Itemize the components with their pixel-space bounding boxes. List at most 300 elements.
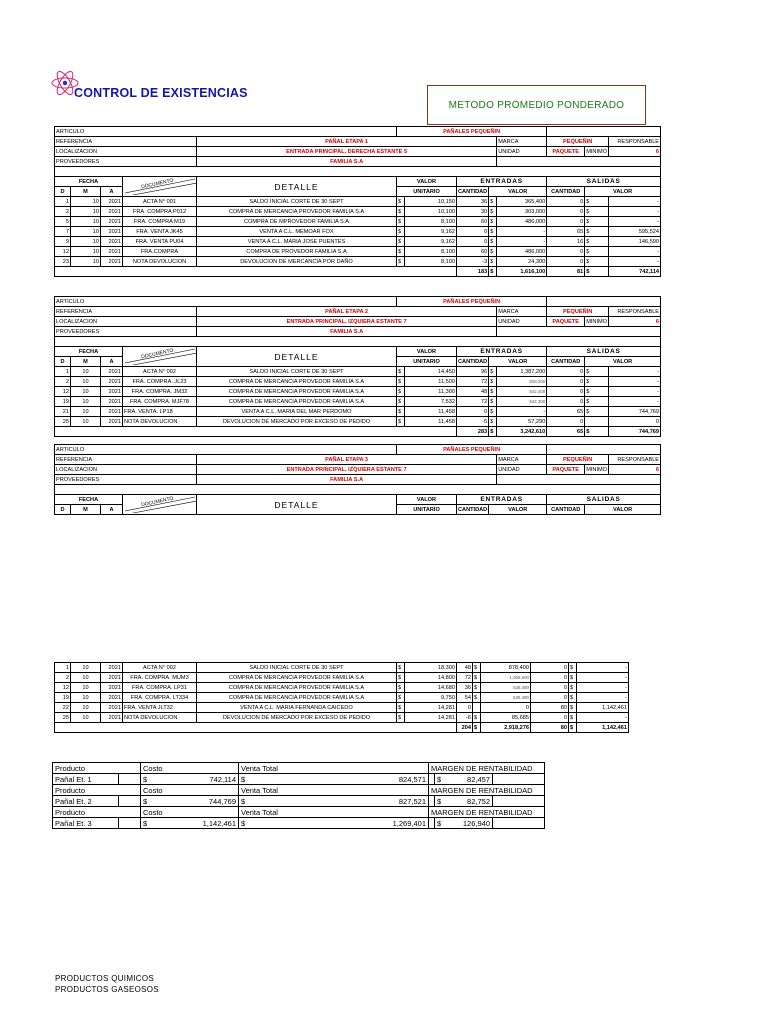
salidas-cantidad: 0 [547,257,585,267]
detalle: VENTA A C.L. MARIA JOSE PUENTES [197,237,397,247]
documento: FRA. COMPRA. LP31 [123,683,197,693]
salidas-dollar: $ [585,367,609,377]
salidas-valor-label: VALOR [585,187,661,197]
dollar-sign: $ [437,774,442,784]
table-row [55,673,629,683]
total-salidas-valor: 744,769 [609,427,661,437]
month: 10 [71,713,101,723]
table-row [55,217,661,227]
entradas-valor: 0 [481,703,531,713]
summary-venta-header: Venta Total [239,807,429,818]
day: 2 [55,673,71,683]
total-entradas-cantidad: 183 [457,267,489,277]
entradas-cantidad: 60 [457,247,489,257]
entradas-dollar: $ [473,693,481,703]
marca-value: PEQUEÑIN [547,455,609,465]
m-label: M [71,187,101,197]
salidas-valor: - [609,367,661,377]
footer-line-2: PRODUCTOS GASEOSOS [55,985,159,994]
summary-venta [239,818,429,829]
valor-dollar: $ [397,417,405,427]
table-row [55,207,661,217]
table-row [55,703,629,713]
month: 10 [71,207,101,217]
blank-cell [55,167,661,177]
year: 2021 [101,683,123,693]
salidas-valor-label: VALOR [585,505,661,515]
table-row [55,387,661,397]
inventory-table-etapa-1 [54,126,661,277]
entradas-cantidad: 0 [457,407,489,417]
entradas-dollar: $ [473,673,481,683]
year: 2021 [101,197,123,207]
documento: FRA. COMPRA P012 [123,207,197,217]
localizacion-value: ENTRADA PRINCIPAL, IZQUIERA ESTANTE 7 [197,317,497,327]
year: 2021 [101,407,123,417]
salidas-dollar: $ [569,663,577,673]
table-row [55,417,661,427]
total-entradas-dollar: $ [473,723,481,733]
month: 10 [71,377,101,387]
summary-venta [239,796,429,807]
valor-unitario: 18,300 [405,663,457,673]
valor-unitario: 11,458 [405,417,457,427]
salidas-dollar: $ [585,397,609,407]
entradas-valor: 303,000 [497,207,547,217]
unidad-label: UNIDAD [497,147,547,157]
proveedores-label: PROVEEDORES [55,327,197,337]
referencia-label: REFERENCIA [55,455,197,465]
valor-label: VALOR [397,177,457,187]
entradas-cantidad: 36 [457,197,489,207]
salidas-valor: 146,590 [609,237,661,247]
responsable-label: RESPONSABLE [609,137,661,147]
fecha-label: FECHA [55,495,123,505]
marca-value: PEQUEÑIN [547,307,609,317]
valor-dollar: $ [397,683,405,693]
salidas-valor: - [609,207,661,217]
entradas-valor-label: VALOR [489,505,547,515]
summary-margen-header: MARGEN DE RENTABILIDAD [429,785,545,796]
entradas-valor: 1,065,600 [481,673,531,683]
total-salidas-dollar: $ [569,723,577,733]
year: 2021 [101,207,123,217]
fecha-label: FECHA [55,347,123,357]
salidas-valor: - [577,713,629,723]
valor-dollar: $ [397,257,405,267]
summary-product-name: Pañal Et. 2 [53,796,119,807]
salidas-valor: - [609,217,661,227]
documento-header [123,495,197,515]
valor-unitario: 8,100 [405,257,457,267]
entradas-cantidad: 48 [457,663,473,673]
dollar-sign: $ [143,774,148,784]
entradas-valor: 542,300 [497,397,547,407]
unidad-value: PAQUETE [547,465,585,475]
inventory-rows-etapa-3 [54,662,629,733]
detalle: COMPRA DE MERCANCIA PROVEDOR FAMILIA S.A [197,387,397,397]
valor-label: VALOR [397,347,457,357]
dollar-sign: $ [241,774,246,784]
detalle: SALDO INICIAL CORTE DE 30 SEPT [197,367,397,377]
day: 1 [55,197,71,207]
summary-costo-header: Costo [141,763,239,774]
documento-label: DOCUMENTO [140,177,174,191]
total-salidas-cantidad: 65 [547,427,585,437]
day: 19 [55,397,71,407]
valor-dollar: $ [397,197,405,207]
localizacion-label: LOCALIZACION [55,465,197,475]
salidas-valor: 0 [609,417,661,427]
referencia-value: PAÑAL ETAPA 2 [197,307,497,317]
a-label: A [101,187,123,197]
total-salidas-dollar: $ [585,267,609,277]
year: 2021 [101,237,123,247]
documento-label: DOCUMENTO [140,495,174,509]
total-entradas-valor: 3,242,610 [497,427,547,437]
table-row [55,713,629,723]
detalle: COMPRA DE MERCANCIA PROVEDOR FAMILIA S.A [197,377,397,387]
valor-dollar: $ [397,247,405,257]
d-label: D [55,505,71,515]
summary-costo [141,796,239,807]
salidas-cantidad: 0 [531,673,569,683]
detalle-label: DETALLE [197,177,397,197]
detalle: COMPRA DE MPROVEDOR FAMILIA S.A [197,217,397,227]
salidas-label: SALIDAS [547,177,661,187]
valor-dollar: $ [397,207,405,217]
entradas-cantidad: 36 [457,683,473,693]
minimo-label: MINIMO [586,318,608,325]
summary-margen-value: 82,752 [467,796,490,806]
valor-dollar: $ [397,367,405,377]
detalle: DEVOLUCION DE MERCADO POR EXCESO DE PEDIDO [197,417,397,427]
a-label: A [101,357,123,367]
valor-dollar: $ [397,217,405,227]
entradas-dollar: $ [473,683,481,693]
table-row [55,663,629,673]
day: 1 [55,367,71,377]
unitario-label: UNITARIO [397,357,457,367]
blank-cell [547,127,661,137]
blank-cell [119,796,141,807]
documento: ACTA N° 002 [123,663,197,673]
documento: FRA. COMPRA. MUM3 [123,673,197,683]
a-label: A [101,505,123,515]
year: 2021 [101,713,123,723]
detalle: COMPRA DE MERCANCIA PROVEDOR FAMILIA S.A [197,683,397,693]
entradas-dollar: $ [489,387,497,397]
dollar-sign: $ [241,796,246,806]
table-row [55,247,661,257]
entradas-dollar: $ [489,197,497,207]
summary-venta-value: 827,521 [398,796,426,806]
documento: NOTA DEVOLUCION [123,257,197,267]
entradas-dollar [473,703,481,713]
valor-unitario: 14,800 [405,673,457,683]
valor-unitario: 14,450 [405,367,457,377]
year: 2021 [101,703,123,713]
table-row [55,257,661,267]
total-entradas-dollar: $ [489,267,497,277]
proveedores-value: FAMILIA S.A [197,327,497,337]
salidas-label: SALIDAS [547,347,661,357]
entradas-valor: 85,685 [481,713,531,723]
blank-cell [55,485,661,495]
year: 2021 [101,257,123,267]
day: 12 [55,247,71,257]
salidas-dollar: $ [569,713,577,723]
entradas-cantidad-label: CANTIDAD [458,506,488,513]
table-row [55,397,661,407]
summary-costo [141,774,239,785]
blank-cell [497,475,661,485]
salidas-dollar: $ [585,197,609,207]
minimo-value: 6 [609,147,661,157]
salidas-cantidad: 0 [547,397,585,407]
valor-unitario: 11,500 [405,377,457,387]
minimo-label: MINIMO [586,466,608,473]
total-entradas-valor: 2,918,276 [481,723,531,733]
entradas-cantidad: 72 [457,673,473,683]
summary-costo-value: 1,142,461 [202,818,236,828]
valor-dollar: $ [397,397,405,407]
salidas-cantidad-label: CANTIDAD [547,357,585,367]
minimo-label: MINIMO [586,148,608,155]
salidas-cantidad: 0 [547,377,585,387]
valor-unitario: 14,680 [405,683,457,693]
responsable-label: RESPONSABLE [609,307,661,317]
blank-cell [119,818,141,829]
month: 10 [71,407,101,417]
valor-unitario: 14,281 [405,703,457,713]
salidas-valor-label: VALOR [585,357,661,367]
valor-label: VALOR [397,495,457,505]
salidas-label: SALIDAS [547,495,661,505]
salidas-valor: - [577,673,629,683]
documento: FRA. COMPRA. MJF78 [123,397,197,407]
year: 2021 [101,663,123,673]
salidas-dollar: $ [585,257,609,267]
salidas-dollar: $ [569,703,577,713]
detalle: COMPRA DE PROVEDOR FAMILIA S.A [197,247,397,257]
total-salidas-valor: 1,142,461 [577,723,629,733]
entradas-dollar: $ [489,207,497,217]
m-label: M [71,505,101,515]
day: 19 [55,693,71,703]
table-row [55,197,661,207]
blank-cell [493,796,545,807]
summary-costo-header: Costo [141,785,239,796]
entradas-dollar: $ [489,407,497,417]
entradas-cantidad: -3 [457,257,489,267]
salidas-dollar: $ [569,693,577,703]
localizacion-value: ENTRADA PRINCIPAL, IZQUIERA ESTANTE 7 [197,465,497,475]
entradas-valor: 486,000 [497,247,547,257]
entradas-cantidad-label: CANTIDAD [458,358,488,365]
entradas-valor: 878,400 [481,663,531,673]
valor-dollar: $ [397,673,405,683]
month: 10 [71,257,101,267]
localizacion-label: LOCALIZACION [55,147,197,157]
month: 10 [71,227,101,237]
salidas-dollar: $ [585,377,609,387]
salidas-valor: 595,524 [609,227,661,237]
summary-table [52,762,545,829]
salidas-cantidad: 0 [547,217,585,227]
summary-margen-header: MARGEN DE RENTABILIDAD [429,807,545,818]
day: 25 [55,713,71,723]
responsable-label: RESPONSABLE [609,455,661,465]
entradas-dollar: $ [489,237,497,247]
month: 10 [71,663,101,673]
entradas-cantidad: 0 [457,227,489,237]
dollar-sign: $ [437,818,442,828]
detalle-label: DETALLE [197,347,397,367]
valor-dollar: $ [397,703,405,713]
valor-dollar: $ [397,407,405,417]
method-box: METODO PROMEDIO PONDERADO [427,85,646,125]
summary-venta-value: 824,571 [398,774,426,784]
marca-value: PEQUEÑIN [547,137,609,147]
salidas-cantidad: 65 [547,407,585,417]
detalle: VENTA A C.L. MEMOAR FOX [197,227,397,237]
summary-venta-value: 1,269,401 [392,818,426,828]
salidas-dollar: $ [585,387,609,397]
year: 2021 [101,387,123,397]
entradas-valor: - [497,407,547,417]
summary-producto-header: Producto [53,807,141,818]
salidas-valor: - [609,387,661,397]
day: 23 [55,257,71,267]
month: 10 [71,367,101,377]
valor-dollar: $ [397,387,405,397]
entradas-valor: 24,300 [497,257,547,267]
table-row [55,377,661,387]
documento: FRA. COMPRA. JM32 [123,387,197,397]
year: 2021 [101,693,123,703]
day: 5 [55,217,71,227]
valor-unitario: 9,162 [405,237,457,247]
entradas-valor: 828,000 [497,377,547,387]
month: 10 [71,387,101,397]
summary-margen [435,774,493,785]
day: 9 [55,237,71,247]
entradas-cantidad: -5 [457,417,489,427]
detalle: SALDO INICIAL CORTE DE 30 SEPT [197,663,397,673]
summary-venta-header: Venta Total [239,785,429,796]
salidas-valor: 744,769 [609,407,661,417]
entradas-dollar: $ [489,227,497,237]
year: 2021 [101,217,123,227]
entradas-dollar: $ [489,417,497,427]
entradas-dollar: $ [489,247,497,257]
unidad-value: PAQUETE [547,317,585,327]
valor-unitario: 10,100 [405,207,457,217]
articulo-value: PAÑALES PEQUEÑIN [397,127,547,137]
salidas-cantidad: 16 [547,237,585,247]
documento: ACTA N° 002 [123,367,197,377]
referencia-label: REFERENCIA [55,307,197,317]
documento: FRA. COMPRA. JL23 [123,377,197,387]
summary-margen-header: MARGEN DE RENTABILIDAD [429,763,545,774]
summary-producto-header: Producto [53,763,141,774]
detalle: SALDO INICIAL CORTE DE 30 SEPT [197,197,397,207]
blank-cell [547,297,661,307]
entradas-valor: 1,387,200 [497,367,547,377]
articulo-value: PAÑALES PEQUEÑIN [397,445,547,455]
summary-margen-value: 126,940 [462,818,490,828]
fecha-label: FECHA [55,177,123,187]
month: 10 [71,217,101,227]
footer-line-1: PRODUCTOS QUIMICOS [55,974,155,983]
marca-label: MARCA [497,137,547,147]
salidas-dollar: $ [585,227,609,237]
documento-header [123,347,197,367]
salidas-cantidad: 0 [547,417,585,427]
documento: FRA. VENTA. LP18 [123,407,197,417]
table-row [55,367,661,377]
blank-cell [497,327,661,337]
unidad-value: PAQUETE [547,147,585,157]
inventory-header-etapa-3 [54,444,661,515]
entradas-valor-label: VALOR [489,187,547,197]
total-salidas-cantidad: 80 [531,723,569,733]
documento: ACTA N° 001 [123,197,197,207]
salidas-valor: - [577,663,629,673]
entradas-dollar: $ [489,377,497,387]
documento: NOTA DEVOLUCION [123,713,197,723]
detalle: COMPRA DE MERCANCIA PROVEDOR FAMILIA S.A [197,693,397,703]
valor-unitario: 11,458 [405,407,457,417]
entradas-cantidad: 60 [457,217,489,227]
month: 10 [71,673,101,683]
entradas-valor: - [497,227,547,237]
table-row [55,693,629,703]
proveedores-value: FAMILIA S.A [197,157,497,167]
summary-venta [239,774,429,785]
blank-cell [497,157,661,167]
blank-cell [55,723,457,733]
entradas-valor: 528,480 [481,683,531,693]
summary-costo-value: 744,769 [208,796,236,806]
summary-venta-header: Venta Total [239,763,429,774]
summary-costo [141,818,239,829]
marca-label: MARCA [497,455,547,465]
localizacion-label: LOCALIZACION [55,317,197,327]
table-row [55,237,661,247]
day: 7 [55,227,71,237]
year: 2021 [101,227,123,237]
entradas-valor: 486,000 [497,217,547,227]
summary-producto-header: Producto [53,785,141,796]
detalle-label: DETALLE [197,495,397,515]
valor-unitario: 10,150 [405,197,457,207]
salidas-valor: - [577,683,629,693]
table-row [55,227,661,237]
day: 2 [55,377,71,387]
detalle: COMPRA DE MERCANCIA PROVEDOR FAMILIA S.A [197,397,397,407]
salidas-dollar: $ [569,683,577,693]
proveedores-label: PROVEEDORES [55,475,197,485]
month: 10 [71,693,101,703]
documento: NOTA DEVOLUCION [123,417,197,427]
day: 12 [55,683,71,693]
salidas-valor: - [609,397,661,407]
unitario-label: UNITARIO [397,505,457,515]
dollar-sign: $ [143,818,148,828]
salidas-cantidad: 0 [531,693,569,703]
